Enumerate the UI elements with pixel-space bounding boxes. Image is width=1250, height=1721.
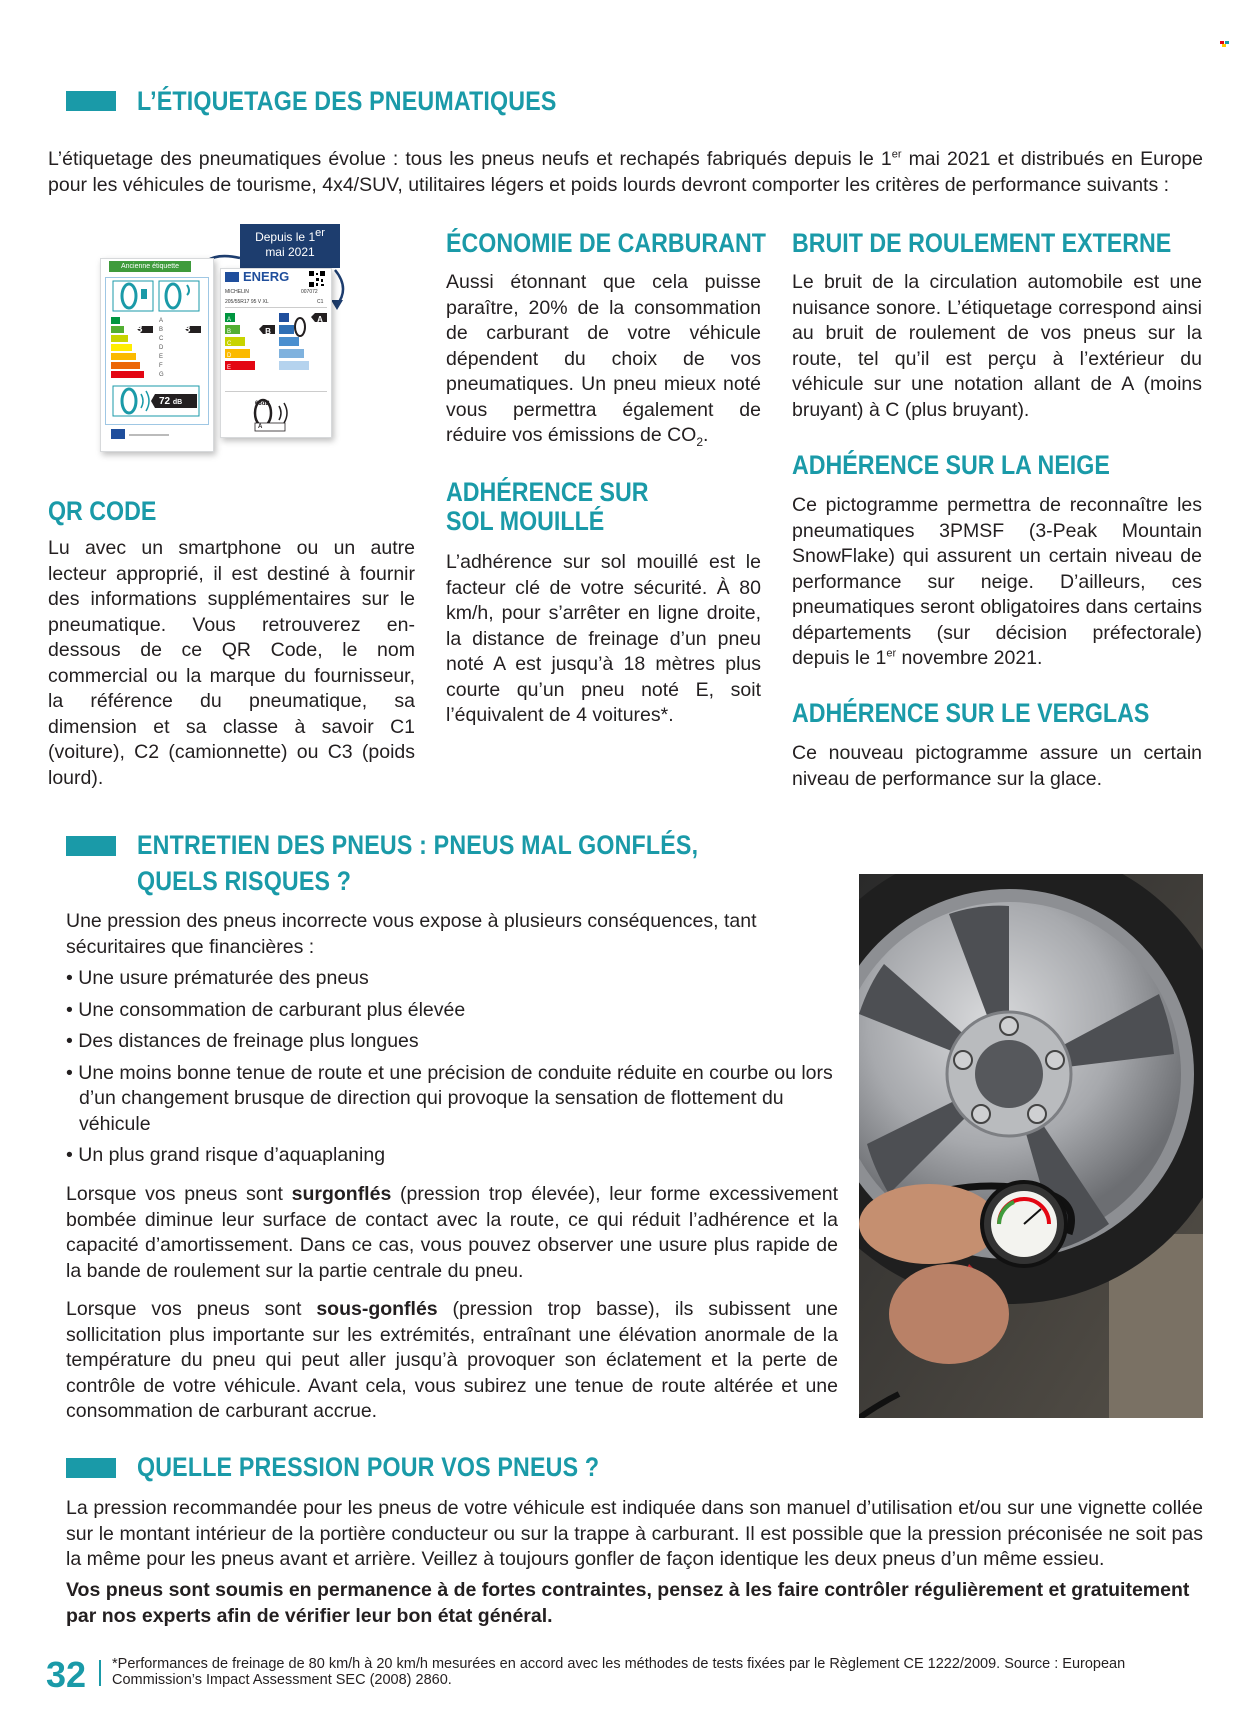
fuel-and-wet-pictograms-icon <box>111 279 203 313</box>
wet-title-line-2: SOL MOUILLÉ <box>446 506 605 536</box>
section-marker <box>66 91 116 111</box>
energy-label-title: ENERG <box>243 269 290 284</box>
list-item: • Des distances de freinage plus longues <box>66 1030 419 1052</box>
ice-title: ADHÉRENCE SUR LE VERGLAS <box>792 698 1150 728</box>
eu-flag-icon <box>225 272 239 282</box>
section-title-labeling: L’ÉTIQUETAGE DES PNEUMATIQUES <box>137 86 557 116</box>
new-energy-scale-bars <box>225 313 329 383</box>
section-marker <box>66 1458 116 1478</box>
noise-body: Le bruit de la circulation automobile est une nuisance sonore. L’étiquetage correspond ainsi au bruit de roulement de vos pneus sur la route, tel qu’il est perçu à l’extérieur du véhicule sur une notation allant de A (moins bruyant) à C (plus bruyant). <box>792 271 1202 421</box>
fuel-title: ÉCONOMIE DE CARBURANT <box>446 228 766 258</box>
qr-code-body: Lu avec un smartphone ou un autre lecteur approprié, il est destiné à fournir des informations supplémentaires sur le pneumatique. Vous retrouverez en-dessous de ce QR Code, le nom commercial ou la marque du fournisseur, la référence du pneumatique, sa dimension et sa classe à savoir C1 (voiture), C2 (camionnette) ou C3 (poids lourd). <box>48 537 415 789</box>
noise-pictogram-icon <box>111 384 203 418</box>
maintenance-intro: Une pression des pneus incorrecte vous expose à plusieurs conséquences, tant sécuritaires que financières : <box>66 910 757 958</box>
tyre-label-figure <box>85 220 365 480</box>
page-number: 32 <box>46 1654 87 1695</box>
labeling-intro: L’étiquetage des pneumatiques évolue : tous les pneus neufs et rechapés fabriqués depuis le 1er mai 2021 et distribués en Europe pour les véhicules de tourisme, 4x4/SUV, utilitaires légers et poids lourds devront comporter les critères de performance suivants : <box>48 148 1203 196</box>
ice-body: Ce nouveau pictogramme assure un certain niveau de performance sur la glace. <box>792 742 1202 790</box>
fuel-body: Aussi étonnant que cela puisse paraître, 20% de la consommation de carburant de votre véhicule dépendent du choix de vos pneumatiques. Un pneu mieux noté vous permettra également de réduire vos émissions de $CO_2$. <box>446 271 761 449</box>
underinflation-paragraph: Lorsque vos pneus sont sous-gonflés (pression trop basse), ils subissent une sollicitation plus importante sur les extrémités, entraînant une élévation anormale de la température du pneu qui peut aller jusqu’à provoquer son éclatement et la perte de contrôle de votre véhicule. Avant cela, vous subirez une tenue de route altérée et une consommation de carburant accrue. <box>66 1298 838 1422</box>
eu-flag-icon <box>111 429 125 439</box>
snow-body: Ce pictogramme permettra de reconnaître les pneumatiques 3PMSF (3-Peak Mountain SnowFlake) qui assurent un certain niveau de performance sur neige. D’ailleurs, ces pneumatiques seront obligatoires dans certains départements (sur décision préfectorale) depuis le 1er novembre 2021. <box>792 494 1202 669</box>
page-number-divider <box>99 1660 101 1686</box>
pressure-body: La pression recommandée pour les pneus de votre véhicule est indiquée dans son manuel d’utilisation et/ou sur une vignette collée sur le montant intérieur de la portière conducteur ou sur la trappe à carburant. Il est possible que la pression préconisée ne soit pas la même pour les pneus avant et arrière. Veillez à toujours gonfler de façon identique les deux pneus d’un même essieu. <box>66 1497 1203 1570</box>
brand-mark-icon <box>1220 34 1230 40</box>
section-title-maintenance-1: ENTRETIEN DES PNEUS : PNEUS MAL GONFLÉS, <box>137 830 699 860</box>
snow-title: ADHÉRENCE SUR LA NEIGE <box>792 450 1110 480</box>
section-marker <box>66 836 116 856</box>
list-item: • Une consommation de carburant plus élevée <box>66 998 466 1021</box>
new-scale-letters: A B C D E <box>227 317 232 371</box>
old-label-caption: Ancienne étiquette <box>109 261 191 272</box>
old-tyre-label: Ancienne étiquette B B A B C D E F G 72 dB <box>100 258 214 452</box>
footnote: *Performances de freinage de 80 km/h à 20 km/h mesurées en accord avec les méthodes de tests fixées par le Règlement CE 1222/2009. Source : European Commission’s Impact Assessment SEC (2008) 2860. <box>112 1656 1126 1688</box>
wet-body: L’adhérence sur sol mouillé est le facteur clé de votre sécurité. À 80 km/h, pour s’arrêter en ligne droite, la distance de freinage d’un pneu noté A est jusqu’à 18 mètres plus courte qu’un pneu noté E, soit l’équivalent de 4 voitures*. <box>446 551 761 726</box>
risk-list <box>66 966 846 1175</box>
wet-title-line-1: ADHÉRENCE SUR <box>446 477 649 507</box>
noise-title: BRUIT DE ROULEMENT EXTERNE <box>792 228 1172 258</box>
section-title-maintenance-2: QUELS RISQUES ? <box>137 866 352 896</box>
list-item: • Une moins bonne tenue de route et une précision de conduite réduite en courbe ou lors d’un changement brusque de direction qui provoque la sensation de flottement du véhicule <box>66 1061 833 1135</box>
pressure-bold-note: Vos pneus sont soumis en permanence à de fortes contraintes, pensez à les faire contrôler régulièrement et gratuitement par nos experts afin de vérifier leur bon état général. <box>66 1579 1190 1627</box>
qr-code-icon <box>309 271 325 287</box>
old-scale-letters: A B C D E F G <box>159 318 164 378</box>
overinflation-paragraph: Lorsque vos pneus sont surgonflés (pression trop élevée), leur forme excessivement bombée diminue leur surface de contact avec la route, ce qui réduit l’adhérence et la capacité d’amortissement. Dans ce cas, vous pouvez observer une usure plus rapide de la bande de roulement sur la partie centrale du pneu. <box>66 1183 838 1282</box>
list-item: • Un plus grand risque d’aquaplaning <box>66 1144 386 1166</box>
qr-code-title: QR CODE <box>48 496 157 526</box>
tyre-pressure-photo <box>859 874 1203 1418</box>
list-item: • Une usure prématurée des pneus <box>66 967 369 989</box>
section-title-pressure: QUELLE PRESSION POUR VOS PNEUS ? <box>137 1452 600 1482</box>
new-label-callout: Depuis le 1er mai 2021 <box>240 224 340 268</box>
new-tyre-label: ENERG MICHELIN 007072 205/55R17 95 V XL C1 B A A B C D E 68dB A <box>220 268 332 438</box>
